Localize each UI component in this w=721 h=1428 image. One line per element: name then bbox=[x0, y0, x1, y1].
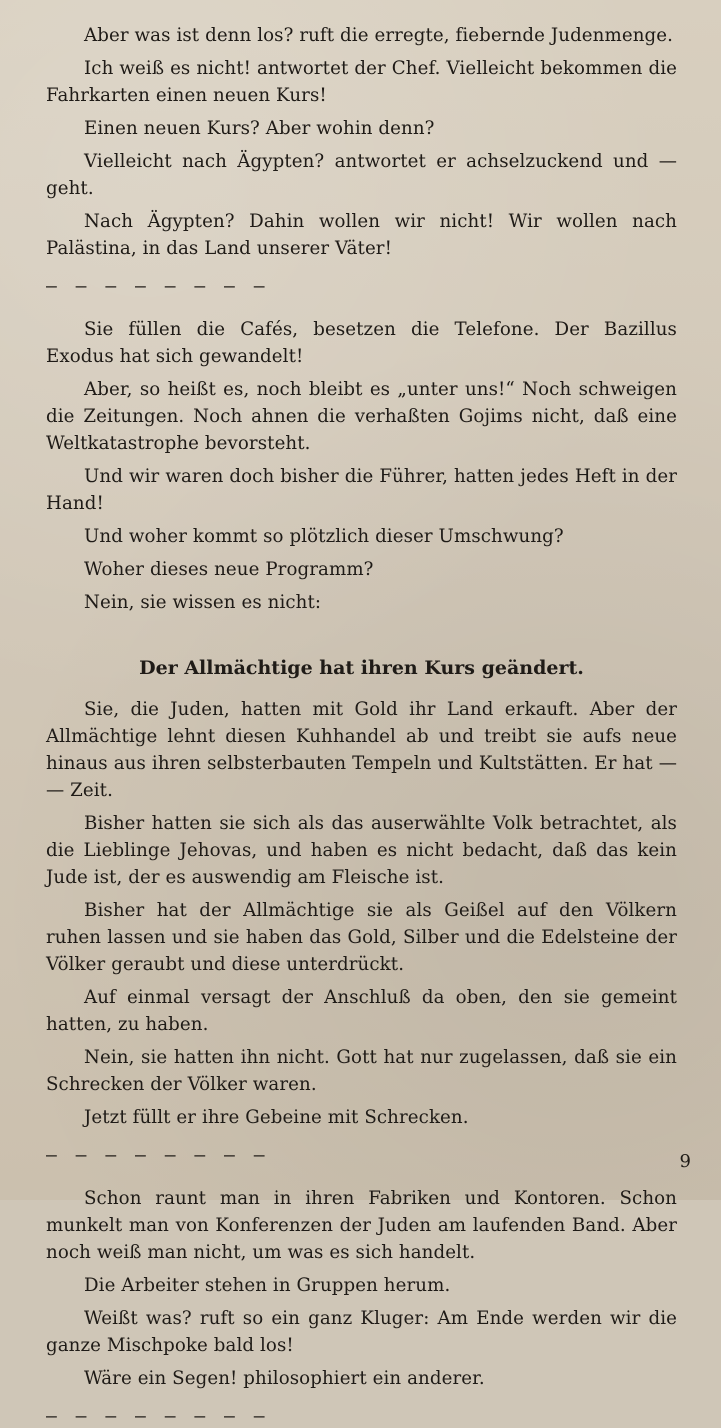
section-heading: Der Allmächtige hat ihren Kurs geändert. bbox=[139, 657, 584, 679]
middle-section bbox=[46, 316, 677, 616]
paragraph: Schon raunt man in ihren Fabriken und Kontoren. Schon munkelt man von Konferenzen der Juden am laufenden Band. Aber noch weiß man nicht, um was es sich handelt. bbox=[46, 1188, 677, 1263]
paragraph: Einen neuen Kurs? Aber wohin denn? bbox=[84, 118, 435, 139]
closing-section bbox=[46, 1185, 677, 1392]
paragraph: Sie, die Juden, hatten mit Gold ihr Land erkauft. Aber der Allmächtige lehnt diesen Kuhhandel ab und treibt sie aufs neue hinaus aus ihren selbsterbauten Tempeln und Kultstätten. Er hat — — Zeit. bbox=[46, 699, 677, 801]
paragraph: Aber, so heißt es, noch bleibt es „unter uns!“ Noch schweigen die Zeitungen. Noch ahnen die verhaßten Gojims nicht, daß eine Weltkatastrophe bevorsteht. bbox=[46, 379, 677, 454]
paragraph: Ich weiß es nicht! antwortet der Chef. Vielleicht bekommen die Fahrkarten einen neuen Kurs! bbox=[46, 58, 677, 106]
paragraph: Und wir waren doch bisher die Führer, hatten jedes Heft in der Hand! bbox=[46, 466, 677, 514]
paragraph: Bisher hat der Allmächtige sie als Geißel auf den Völkern ruhen lassen und sie haben das Gold, Silber und die Edelsteine der Völker geraubt und diese unterdrückt. bbox=[46, 900, 677, 975]
paragraph: Die Arbeiter stehen in Gruppen herum. bbox=[84, 1275, 451, 1296]
lower-section bbox=[46, 696, 677, 1131]
paragraph: Wäre ein Segen! philosophiert ein anderer. bbox=[84, 1368, 485, 1389]
paragraph: Nein, sie wissen es nicht: bbox=[84, 592, 322, 613]
opening-dialogue bbox=[46, 22, 677, 262]
paragraph: Und woher kommt so plötzlich dieser Umschwung? bbox=[84, 526, 564, 547]
paragraph: Woher dieses neue Programm? bbox=[84, 559, 374, 580]
page-number: 9 bbox=[679, 1151, 691, 1172]
paragraph: Nach Ägypten? Dahin wollen wir nicht! Wir wollen nach Palästina, in das Land unserer Väter! bbox=[46, 211, 677, 259]
section-separator: — — — — — — — — bbox=[46, 1406, 269, 1427]
section-separator: — — — — — — — — bbox=[46, 1145, 269, 1166]
paragraph: Vielleicht nach Ägypten? antwortet er achselzuckend und — geht. bbox=[46, 151, 677, 199]
paragraph: Jetzt füllt er ihre Gebeine mit Schrecken. bbox=[84, 1107, 469, 1128]
paragraph: Bisher hatten sie sich als das auserwählte Volk betrachtet, als die Lieblinge Jehovas, und haben es nicht bedacht, daß das kein Jude ist, der es auswendig am Fleische ist. bbox=[46, 813, 677, 888]
paragraph: Sie füllen die Cafés, besetzen die Telefone. Der Bazillus Exodus hat sich gewandelt! bbox=[46, 319, 677, 367]
paragraph: Auf einmal versagt der Anschluß da oben, den sie gemeint hatten, zu haben. bbox=[46, 987, 677, 1035]
paragraph: Aber was ist denn los? ruft die erregte, fiebernde Judenmenge. bbox=[84, 25, 673, 46]
paragraph: Weißt was? ruft so ein ganz Kluger: Am Ende werden wir die ganze Mischpoke bald los! bbox=[46, 1308, 677, 1356]
paragraph: Nein, sie hatten ihn nicht. Gott hat nur zugelassen, daß sie ein Schrecken der Völker waren. bbox=[46, 1047, 677, 1095]
section-separator: — — — — — — — — bbox=[46, 276, 269, 297]
